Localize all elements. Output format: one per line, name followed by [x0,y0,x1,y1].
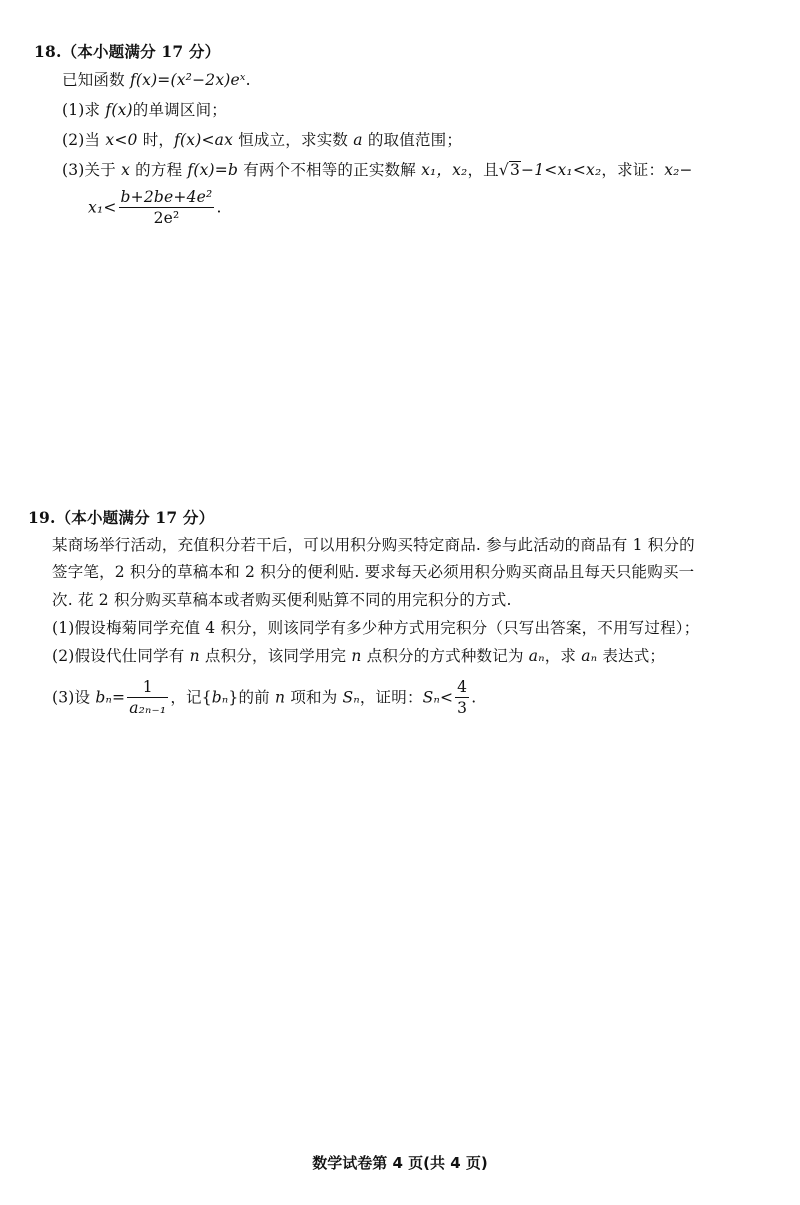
fraction-numerator: 1 [127,678,168,698]
problem-19-part-3-fraction-2 [455,678,469,717]
problem-18-part-2-text-a: (2)当 [62,131,106,149]
problem-19-part-3-text-a: (3)设 [52,688,96,707]
problem-18-part-3-math-5: x₂− [664,161,693,179]
problem-18-part-3-math-2: f(x)=b [187,161,239,179]
problem-18-part-2-text-b: 时， [137,131,175,149]
problem-18-intro-suffix: . [245,71,251,89]
problem-18-part-2-math-2: f(x)<ax [174,131,234,149]
problem-19-text-line-3: 次. 花 2 积分购买草稿本或者购买便利贴算不同的用完积分的方式. [52,591,512,609]
problem-19-part-3-text-b: ，记{ [170,688,212,707]
problem-18-part-2 [62,130,462,150]
problem-19-part-2-math-1: n [189,647,200,665]
problem-19-part-2-text-c: 点积分的方式种数记为 [361,647,529,665]
problem-18-function-expression: f(x)=(x²−2x)eˣ [129,71,246,89]
problem-18-part-3-text-d: ，且 [467,161,499,179]
problem-18-part-2-text-c: 恒成立，求实数 [233,131,354,149]
problem-18-intro [62,70,251,90]
problem-19-header: 19.（本小题满分 17 分） [28,508,215,527]
problem-19-part-2-math-4: aₙ [581,647,598,665]
problem-19-part-3-math-5: Sₙ< [422,688,454,707]
problem-18-part-3-continuation [88,188,222,227]
problem-19-part-2-text-d: ，求 [544,647,582,665]
problem-18-part-2-math-3: a [353,131,363,149]
problem-19-part-3-end: . [471,688,477,707]
problem-18-part-3-text-e: ，求证： [601,161,665,179]
problem-19-part-3-text-c: }的前 [228,688,275,707]
problem-18-part-3-math-3: x₁，x₂ [421,161,468,179]
problem-19-part-2-text-b: 点积分，该同学用完 [199,647,352,665]
problem-19-part-1: (1)假设梅菊同学充值 4 积分，则该同学有多少种方式用完积分（只写出答案，不用写过程）； [52,619,700,637]
fraction-denominator: a₂ₙ₋₁ [129,699,167,717]
problem-18-part-3-fraction [119,188,215,227]
problem-19-part-2-text-e: 表达式； [597,647,666,665]
problem-19-part-3-fraction-1 [127,678,168,717]
fraction-denominator: 3 [457,699,468,717]
problem-18-part-3-cont-math: x₁< [88,198,117,217]
problem-18-header: 18.（本小题满分 17 分） [34,42,221,61]
fraction-denominator: 2e² [153,209,180,227]
problem-18-part-3 [62,160,693,180]
problem-19-part-3-math-3: n [275,688,286,707]
problem-19-part-3-math-1: bₙ= [95,688,126,707]
problem-19-part-3 [52,678,476,717]
problem-18-part-2-math-1: x<0 [105,131,138,149]
problem-18-part-2-text-d: 的取值范围； [362,131,463,149]
problem-18-part-3-math-1: x [121,161,131,179]
page-footer: 数学试卷第 4 页(共 4 页) [312,1154,488,1172]
fraction-numerator: 4 [457,678,468,696]
problem-19-part-2-text-a: (2)假设代仕同学有 [52,647,190,665]
problem-19-text-line-2: 签字笔，2 积分的草稿本和 2 积分的便利贴. 要求每天必须用积分购买商品且每天只能购买一 [52,563,695,581]
problem-18-part-1-suffix: 的单调区间； [132,101,227,119]
problem-19-part-3-text-d: 项和为 [285,688,343,707]
problem-19-part-2 [52,646,665,666]
problem-18-part-1-prefix: (1)求 [62,101,106,119]
problem-18-part-3-end: . [216,198,222,217]
problem-18-part-3-text-c: 有两个不相等的正实数解 [238,161,422,179]
problem-18-intro-prefix: 已知函数 [62,71,130,89]
problem-18-part-1 [62,100,227,120]
problem-18-part-1-math: f(x) [105,101,133,119]
fraction-numerator: b+2be+4e² [120,188,213,206]
problem-18-part-3-text-a: (3)关于 [62,161,122,179]
problem-19-part-2-math-3: aₙ [528,647,545,665]
problem-18-part-3-math-4: −1<x₁<x₂ [521,161,602,179]
problem-19-part-3-text-e: ，证明： [359,688,423,707]
problem-18-part-3-text-b: 的方程 [130,161,188,179]
problem-18-part-3-sqrt-radicand: 3 [509,161,521,179]
problem-19-text-line-1: 某商场举行活动，充值积分若干后，可以用积分购买特定商品. 参与此活动的商品有 1 积分的 [52,536,695,554]
problem-19-part-2-math-2: n [351,647,362,665]
problem-19-part-3-math-2: bₙ [211,688,229,707]
sqrt-symbol: √ [498,161,509,179]
problem-19-part-3-math-4: Sₙ [342,688,360,707]
